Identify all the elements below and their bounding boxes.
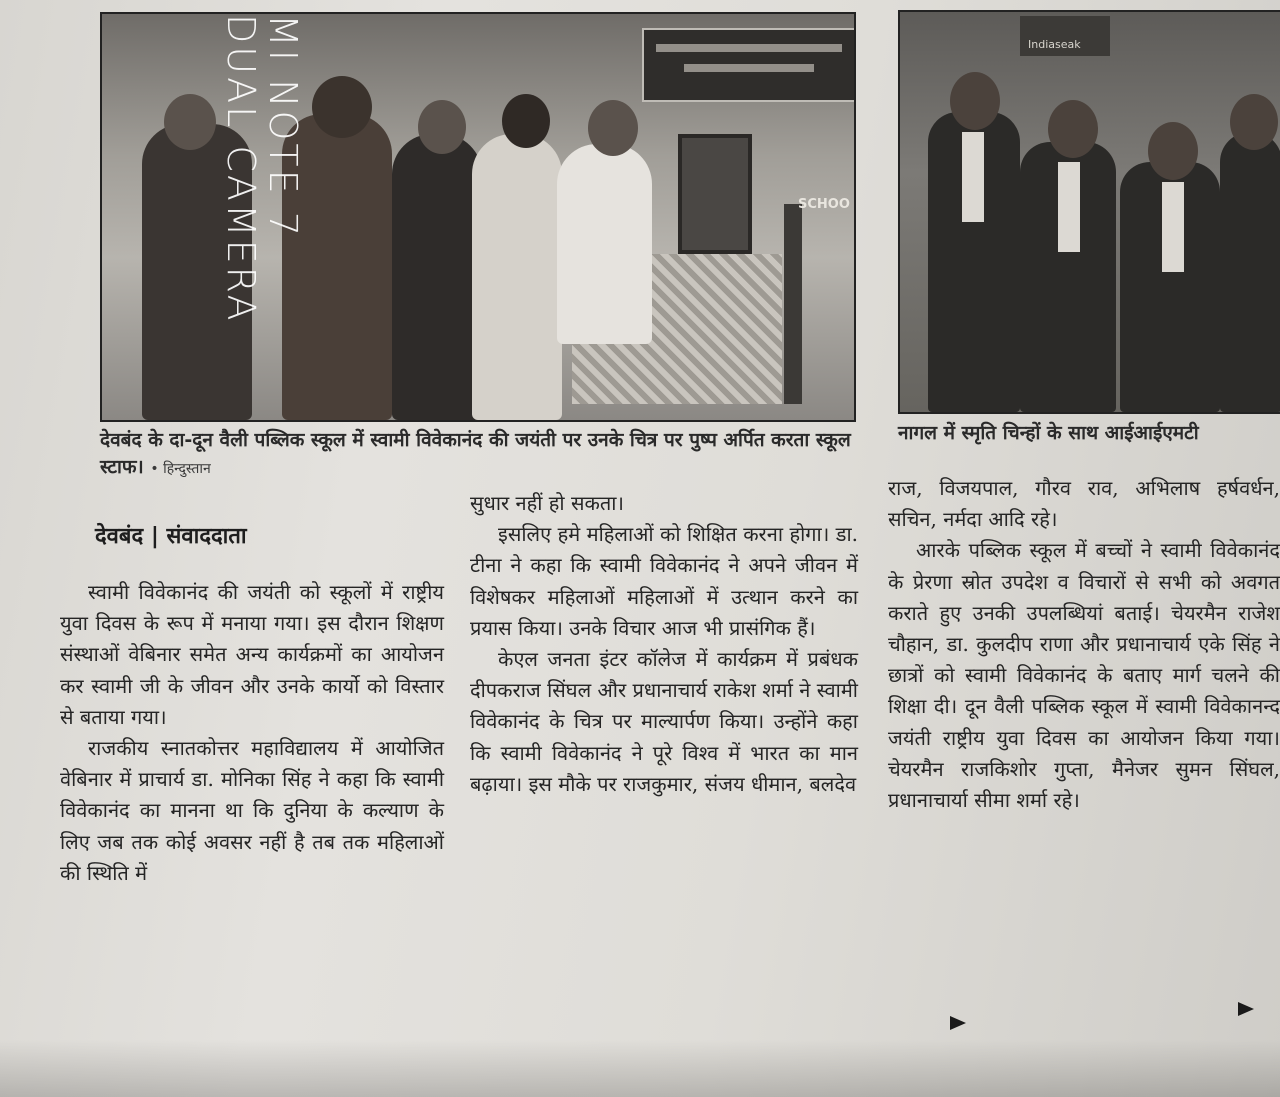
person-head [588,100,638,156]
page-shadow [0,1040,1280,1097]
paragraph: राजकीय स्नातकोत्तर महाविद्यालय में आयोजित वेबिनार में प्राचार्य डा. मोनिका सिंह ने कहा कि स्वामी विवेकानंद का मानना था कि दुनिया के कल्याण के लिए जब तक कोई अवसर नहीं है तब तक महिलाओं की स्थिति में [60,736,444,885]
person-figure [1220,132,1280,412]
paragraph: केएल जनता इंटर कॉलेज में कार्यक्रम में प्रबंधक दीपकराज सिंघल और प्रधानाचार्य राकेश शर्मा ने स्वामी विवेकानंद के चित्र पर माल्यार्पण किया। उन्होंने कहा कि स्वामी विवेकानंद ने पूरे विश्व में भारत का मान बढ़ाया। इस मौके पर राजकुमार, संजय धीमान, बलदेव [470,647,858,796]
article-column-3 [888,473,1280,816]
article-column-1 [60,577,444,889]
person-head [502,94,550,148]
paragraph: राज, विजयपाल, गौरव राव, अभिलाष हर्षवर्धन, सचिन, नर्मदा आदि रहे। [888,476,1280,532]
photo-caption-right: नागल में स्मृति चिन्हों के साथ आईआईएमटी [898,422,1199,444]
portrait-frame [678,134,752,254]
person-head [1048,100,1098,158]
person-figure [557,144,652,344]
article-byline: देवबंद | संवाददाता [95,524,247,549]
person-head [1230,94,1278,150]
photo-staff-tribute [100,12,856,422]
person-head [950,72,1000,130]
photo-banner [642,28,856,102]
person-head [312,76,372,138]
end-marker-icon [1238,1002,1254,1016]
paragraph: आरके पब्लिक स्कूल में बच्चों ने स्वामी विवेकानंद के प्रेरणा स्रोत उपदेश व विचारों से सभी को अवगत कराते हुए उनकी उपलब्धियां बताई। चेयरमैन राजेश चौहान, डा. कुलदीप राणा और प्रधानाचार्य एके सिंह ने छात्रों को स्वामी विवेकानंद के बताए मार्ग चलने की शिक्षा दी। दून वैली पब्लिक स्कूल में स्वामी विवेकानन्द जयंती राष्ट्रीय युवा दिवस का आयोजन किया गया। चेयरमैन राजकिशोर गुप्ता, मैनेजर सुमन सिंघल, प्रधानाचार्या सीमा शर्मा रहे। [888,538,1280,813]
shirt [962,132,984,222]
article-column-2 [470,488,858,800]
person-head [418,100,466,154]
paragraph: इसलिए हमे महिलाओं को शिक्षित करना होगा। डा. टीना ने कहा कि स्वामी विवेकानंद ने अपने जीवन में विशेषकर महिलाओं महिलाओं में उत्थान करने का प्रयास किया। उनके विचार आज भी प्रासंगिक हैं। [470,522,858,640]
photo-students-mementos [898,10,1280,414]
photo-caption-left: देवबंद के दा-दून वैली पब्लिक स्कूल में स्वामी विवेकानंद की जयंती पर उनके चित्र पर पुष्प अर्पित करता स्कूल स्टाफ। • हिन्दुस्तान [100,429,851,478]
paragraph: स्वामी विवेकानंद की जयंती को स्कूलों में राष्ट्रीय युवा दिवस के रूप में मनाया गया। इस दौरान शिक्षण संस्थाओं वेबिनार समेत अन्य कार्यक्रमों का आयोजन कर स्वामी जी के जीवन और उनके कार्यो को विस्तार से बताया गया। [60,580,444,729]
school-sign-text: SCHOO [798,197,850,212]
person-figure [392,134,482,420]
photo-credit: • हिन्दुस्तान [150,461,211,477]
shirt [1058,162,1080,252]
lamp [784,204,802,404]
camera-watermark: MI NOTE 7 DUAL CAMERA [219,14,305,324]
person-head [164,94,216,150]
person-figure [472,134,562,420]
paragraph: सुधार नहीं हो सकता। [470,491,624,515]
end-marker-icon [950,1016,966,1030]
photo-banner: Indiaseak [1020,16,1110,56]
person-head [1148,122,1198,180]
shirt [1162,182,1184,272]
